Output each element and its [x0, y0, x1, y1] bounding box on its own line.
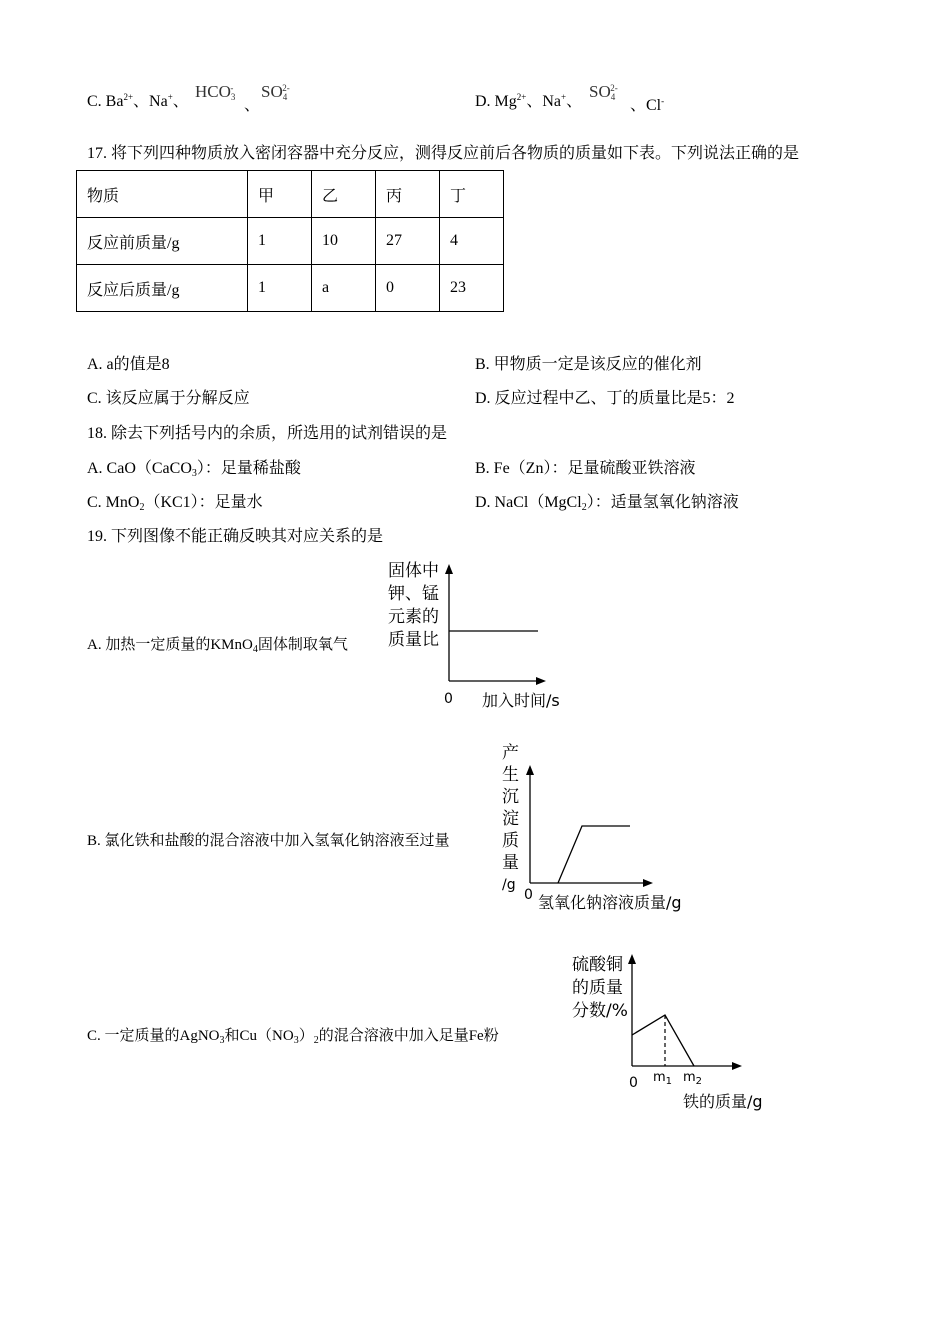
table-cell: 反应后质量/g — [77, 265, 248, 312]
table-row — [77, 218, 504, 265]
graph-a-y-arrow — [445, 564, 453, 574]
q19-stem: 19. 下列图像不能正确反映其对应关系的是 — [87, 528, 384, 545]
q17-table — [76, 170, 504, 312]
q18-option-b: B. Fe（Zn）：足量硫酸亚铁溶液 — [475, 460, 696, 477]
graph-a-xlabel: 加入时间/s — [482, 691, 560, 710]
graph-a-ylabel: 固体中 钾、锰 元素的 质量比 — [388, 561, 439, 650]
graph-c-m2-label: $m_2$ — [683, 1070, 703, 1087]
graph-a-x-arrow — [536, 677, 546, 685]
table-cell: a — [312, 265, 376, 312]
q17-option-c: C. 该反应属于分解反应 — [87, 390, 250, 407]
q18-stem: 18. 除去下列括号内的余质，所选用的试剂错误的是 — [87, 425, 448, 442]
graph-b-y-arrow — [526, 765, 534, 775]
table-cell: 4 — [440, 218, 504, 265]
q17-option-b: B. 甲物质一定是该反应的催化剂 — [475, 356, 702, 373]
table-cell: 丙 — [376, 171, 440, 218]
q18-option-a: A. CaO（CaCO$_3$）：足量稀盐酸 — [87, 460, 301, 479]
graph-c-origin: 0 — [629, 1075, 638, 1091]
so4-ion-d: $SO_4^{2-}$ — [589, 82, 618, 102]
table-cell: 23 — [440, 265, 504, 312]
graph-b-x-arrow — [643, 879, 653, 887]
graph-b-xlabel: 氢氧化钠溶液质量/g — [538, 893, 682, 912]
table-cell: 物质 — [77, 171, 248, 218]
table-cell: 1 — [248, 265, 312, 312]
q16-option-c-sep: 、 — [244, 97, 261, 114]
q16-option-c: C. $Ba^{2+}$、Na+、 — [87, 92, 189, 110]
table-cell: 0 — [376, 265, 440, 312]
graph-c-xlabel: 铁的质量/g — [683, 1092, 763, 1111]
table-cell: 10 — [312, 218, 376, 265]
q17-stem: 17. 将下列四种物质放入密闭容器中充分反应，测得反应前后各物质的质量如下表。下列说法正确的是 — [87, 145, 800, 162]
so4-ion-c: $SO_4^{2-}$ — [261, 82, 290, 102]
q16-option-d: D. $Mg^{2+}$、Na+、 — [475, 92, 583, 110]
q18-option-d: D. NaCl（MgCl$_2$）：适量氢氧化钠溶液 — [475, 494, 739, 513]
graph-c-y-arrow — [628, 954, 636, 964]
hco3-ion: $HCO_3^-$ — [195, 82, 236, 102]
q16-option-d-tail: 、Cl- — [630, 96, 665, 114]
graph-b-ylabel: 产 生 沉 淀 质 量 /g — [502, 743, 519, 893]
graph-b-origin: 0 — [524, 887, 533, 903]
q17-option-a: A. a的值是8 — [87, 356, 170, 373]
table-cell: 丁 — [440, 171, 504, 218]
graph-c-x-arrow — [732, 1062, 742, 1070]
graph-a-origin: 0 — [444, 691, 453, 707]
graph-a — [440, 560, 550, 690]
table-cell: 1 — [248, 218, 312, 265]
table-row — [77, 265, 504, 312]
q19-option-a: A. 加热一定质量的KMnO$_4$固体制取氧气 — [87, 637, 348, 655]
table-cell: 反应前质量/g — [77, 218, 248, 265]
table-cell: 甲 — [248, 171, 312, 218]
table-cell: 乙 — [312, 171, 376, 218]
q19-option-b: B. 氯化铁和盐酸的混合溶液中加入氢氧化钠溶液至过量 — [87, 833, 450, 849]
table-header-row — [77, 171, 504, 218]
table-cell: 27 — [376, 218, 440, 265]
graph-c-m1-label: $m_1$ — [653, 1070, 673, 1087]
q17-option-d: D. 反应过程中乙、丁的质量比是5：2 — [475, 390, 735, 407]
q19-option-c: C. 一定质量的AgNO$_3$和$Cu(NO_3)_2$的混合溶液中加入足量Fe粉 — [87, 1028, 499, 1046]
graph-b — [520, 760, 670, 890]
graph-c-series-line — [632, 1015, 694, 1066]
graph-c-ylabel: 硫酸铜 的质量 分数/% — [572, 955, 628, 1021]
graph-b-series-line — [558, 826, 630, 883]
graph-c — [622, 950, 752, 1075]
q18-option-c: C. MnO$_2$（KC1）：足量水 — [87, 494, 263, 513]
